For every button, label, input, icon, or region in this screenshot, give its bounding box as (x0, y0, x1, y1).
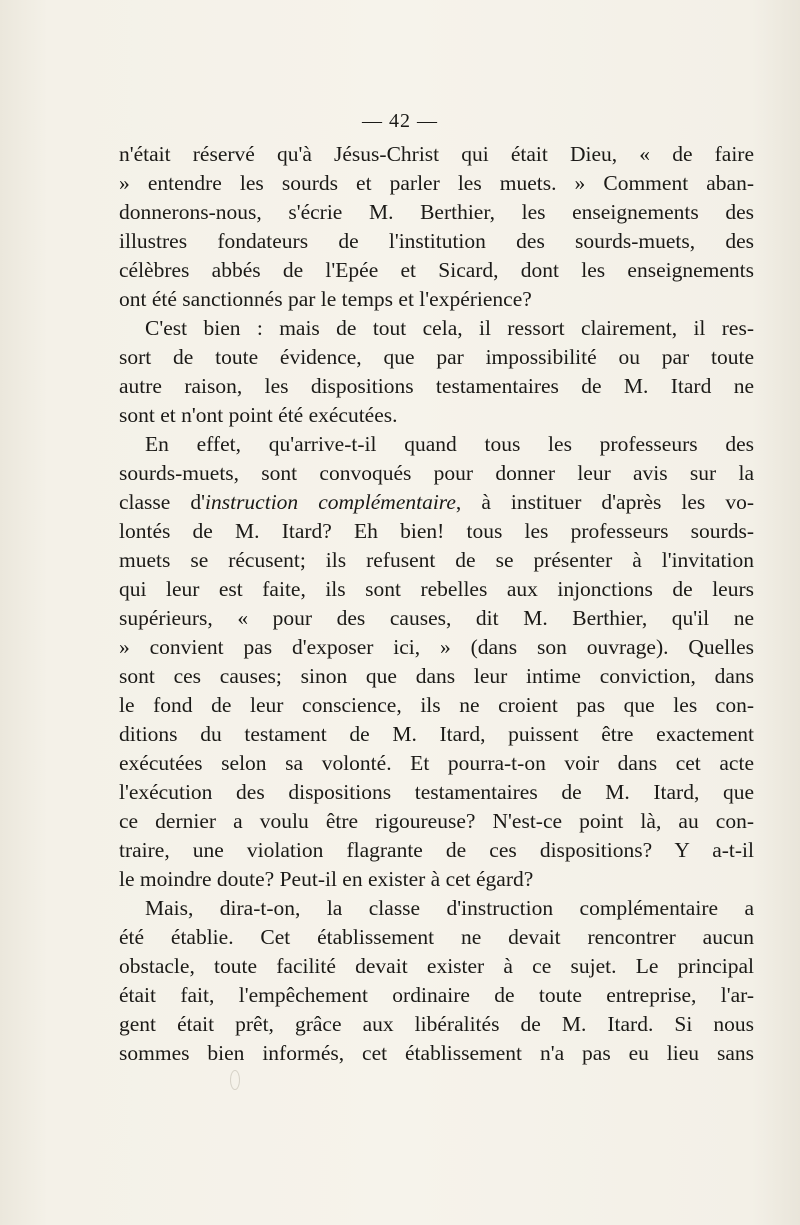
text-segment: n'était réservé qu'à Jésus-Christ qui était Dieu, « de faire (119, 142, 754, 166)
text-segment: ce dernier a voulu être rigoureuse? N'est-ce point là, au con- (119, 809, 754, 833)
text-line (119, 575, 754, 604)
text-segment: sort de toute évidence, que par impossibilité ou par toute (119, 345, 754, 369)
text-line (119, 836, 754, 865)
text-line (119, 314, 754, 343)
text-line (119, 227, 754, 256)
text-segment: obstacle, toute facilité devait exister à ce sujet. Le principal (119, 954, 754, 978)
text-line (119, 546, 754, 575)
text-line (119, 198, 754, 227)
text-line (119, 633, 754, 662)
text-segment: sommes bien informés, cet établissement n'a pas eu lieu sans (119, 1041, 754, 1065)
text-line (119, 1010, 754, 1039)
text-segment: l'exécution des dispositions testamentaires de M. Itard, que (119, 780, 754, 804)
text-segment: sont ces causes; sinon que dans leur intime conviction, dans (119, 664, 754, 688)
text-line (119, 430, 754, 459)
text-line (119, 894, 754, 923)
text-segment: exécutées selon sa volonté. Et pourra-t-on voir dans cet acte (119, 751, 754, 775)
text-segment: En effet, qu'arrive-t-il quand tous les professeurs des (145, 432, 754, 456)
text-segment: ont été sanctionnés par le temps et l'expérience? (119, 287, 532, 311)
text-segment: muets se récusent; ils refusent de se présenter à l'invitation (119, 548, 754, 572)
text-segment: Mais, dira-t-on, la classe d'instruction complémentaire a (145, 896, 754, 920)
text-line (119, 459, 754, 488)
text-segment: le fond de leur conscience, ils ne croient pas que les con- (119, 693, 754, 717)
text-line (119, 691, 754, 720)
text-segment: illustres fondateurs de l'institution des sourds-muets, des (119, 229, 754, 253)
text-line (119, 952, 754, 981)
text-line (119, 662, 754, 691)
text-line (119, 488, 754, 517)
body-text (119, 140, 754, 1068)
text-line (119, 720, 754, 749)
text-segment: C'est bien : mais de tout cela, il ressort clairement, il res- (145, 316, 754, 340)
text-segment: le moindre doute? Peut-il en exister à cet égard? (119, 867, 534, 891)
text-line (119, 981, 754, 1010)
text-line (119, 1039, 754, 1068)
text-line (119, 372, 754, 401)
text-segment: supérieurs, « pour des causes, dit M. Berthier, qu'il ne (119, 606, 754, 630)
text-segment: donnerons-nous, s'écrie M. Berthier, les enseignements des (119, 200, 754, 224)
text-segment: sourds-muets, sont convoqués pour donner leur avis sur la (119, 461, 754, 485)
text-line (119, 604, 754, 633)
text-segment: autre raison, les dispositions testamentaires de M. Itard ne (119, 374, 754, 398)
text-segment: » entendre les sourds et parler les muets. » Comment aban- (119, 171, 754, 195)
text-line (119, 749, 754, 778)
ink-smudge (230, 1070, 240, 1090)
text-line (119, 256, 754, 285)
text-line (119, 285, 754, 314)
text-segment: célèbres abbés de l'Epée et Sicard, dont les enseignements (119, 258, 754, 282)
text-line (119, 807, 754, 836)
text-line (119, 923, 754, 952)
text-segment: , à instituer d'après les vo- (455, 490, 754, 514)
text-segment: était fait, l'empêchement ordinaire de toute entreprise, l'ar- (119, 983, 754, 1007)
text-segment: été établie. Cet établissement ne devait rencontrer aucun (119, 925, 754, 949)
text-line (119, 517, 754, 546)
text-line (119, 140, 754, 169)
text-segment: lontés de M. Itard? Eh bien! tous les professeurs sourds- (119, 519, 754, 543)
italic-text: instruction complémentaire (205, 490, 456, 514)
text-segment: qui leur est faite, ils sont rebelles aux injonctions de leurs (119, 577, 754, 601)
text-line (119, 865, 754, 894)
text-segment: » convient pas d'exposer ici, » (dans son ouvrage). Quelles (119, 635, 754, 659)
text-line (119, 401, 754, 430)
text-line (119, 169, 754, 198)
text-segment: traire, une violation flagrante de ces dispositions? Y a-t-il (119, 838, 754, 862)
text-segment: gent était prêt, grâce aux libéralités de M. Itard. Si nous (119, 1012, 754, 1036)
text-segment: sont et n'ont point été exécutées. (119, 403, 398, 427)
text-segment: ditions du testament de M. Itard, puissent être exactement (119, 722, 754, 746)
text-line (119, 343, 754, 372)
page-number: — 42 — (362, 110, 438, 132)
text-line (119, 778, 754, 807)
text-segment: classe d' (119, 490, 205, 514)
